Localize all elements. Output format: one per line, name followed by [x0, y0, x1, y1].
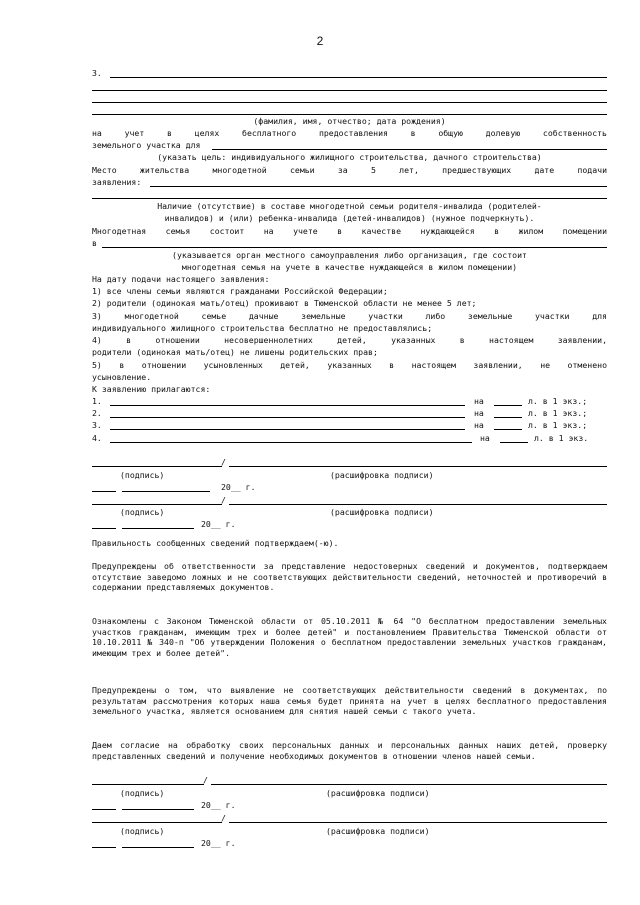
signature-caption: (подпись) [120, 826, 165, 836]
condition-3-line-1: 3) многодетной семье дачные земельные участки либо земельные участки для [92, 311, 607, 321]
purpose-field-line[interactable] [212, 149, 607, 150]
conditions-heading: На дату подачи настоящего заявления: [92, 274, 270, 284]
attachment-na: на [474, 420, 484, 430]
attachment-name-line[interactable] [110, 405, 465, 406]
slash-separator: / [203, 775, 208, 785]
registered-caption-2: многодетная семья на учете в качестве нуждающейся в жилом помещении) [181, 262, 518, 272]
signature-caption: (подпись) [120, 788, 165, 798]
acquainted-paragraph: Ознакомлены с Законом Тюменской области от 05.10.2011 № 64 "О бесплатном предоставлении земельных участков гражданам, имеющим трех и более детей" и постановлением Правительства Тюменской области от 10.10.2011 № 340-п "Об утверждении Положения о бесплатном предоставлении земельных участков гражданам, имеющим трех и более детей". [92, 616, 607, 658]
condition-5-line-2: усыновление. [92, 372, 152, 382]
signature-decode-line[interactable] [211, 784, 607, 785]
signature-decode-line[interactable] [229, 466, 607, 467]
attachment-pages-line[interactable] [494, 429, 522, 430]
item3-name-line-4[interactable] [92, 114, 607, 115]
attachment-na: на [474, 396, 484, 406]
condition-1: 1) все члены семьи являются гражданами Российской Федерации; [92, 286, 388, 296]
date-month-line[interactable] [122, 847, 194, 848]
date-year: 20__ г. [201, 519, 236, 529]
attachment-number: 2. [92, 408, 102, 418]
attachment-name-line[interactable] [110, 429, 465, 430]
signature-decode-line[interactable] [229, 504, 607, 505]
registered-line-2: в [92, 238, 97, 248]
disability-line-1: Наличие (отсутствие) в составе многодетной семьи родителя-инвалида (родителей- [157, 201, 542, 211]
residence-field-line-2[interactable] [92, 198, 607, 199]
warned-paragraph: Предупреждены о том, что выявление не соответствующих действительности сведений в документах, по результатам рассмотрения которых наша семья будет принята на учет в целях бесплатного предоставления земельного участка, является основанием для снятия нашей семьи с такого учета. [92, 685, 607, 716]
attachment-pages-line[interactable] [494, 417, 522, 418]
signature-line[interactable] [92, 466, 222, 467]
registered-line-1: Многодетная семья состоит на учете в качестве нуждающейся в жилом помещении [92, 226, 607, 236]
purpose-line-1: на учет в целях бесплатного предоставления в общую долевую собственность [92, 128, 607, 138]
item3-name-line-1[interactable] [110, 77, 607, 78]
item3-label: 3. [92, 68, 102, 78]
attachment-name-line[interactable] [110, 417, 465, 418]
attachment-tail: л. в 1 экз.; [528, 408, 588, 418]
condition-3-line-2: индивидуального жилищного строительства бесплатно не предоставлялись; [92, 323, 433, 333]
attachment-number: 3. [92, 420, 102, 430]
date-year: 20__ г. [201, 838, 236, 848]
attachment-pages-line[interactable] [494, 405, 522, 406]
attachment-na: на [480, 433, 490, 443]
date-day-line[interactable] [92, 491, 116, 492]
signature-line[interactable] [92, 822, 222, 823]
registered-caption-1: (указывается орган местного самоуправления либо организация, где состоит [172, 250, 527, 260]
attachment-tail: л. в 1 экз. [534, 433, 589, 443]
signature-line[interactable] [92, 784, 204, 785]
slash-separator: / [221, 495, 226, 505]
slash-separator: / [221, 457, 226, 467]
attachment-na: на [474, 408, 484, 418]
signature-caption: (подпись) [120, 507, 165, 517]
attachment-pages-line[interactable] [500, 442, 528, 443]
date-day-line[interactable] [92, 809, 116, 810]
attachment-name-line[interactable] [110, 442, 472, 443]
residence-line-2: заявления: [92, 177, 142, 187]
decode-caption: (расшифровка подписи) [330, 507, 434, 517]
decode-caption: (расшифровка подписи) [330, 470, 434, 480]
condition-4-line-1: 4) в отношении несовершеннолетних детей, указанных в настоящем заявлении, [92, 335, 607, 345]
date-month-line[interactable] [122, 528, 194, 529]
date-day-line[interactable] [92, 847, 116, 848]
residence-field-line-1[interactable] [150, 186, 607, 187]
item3-name-line-2[interactable] [92, 90, 607, 91]
attachment-number: 4. [92, 433, 102, 443]
purpose-line-2: земельного участка для [92, 140, 201, 150]
item3-name-line-3[interactable] [92, 102, 607, 103]
residence-line-1: Место жительства многодетной семьи за 5 лет, предшествующих дате подачи [92, 165, 607, 175]
attachment-number: 1. [92, 396, 102, 406]
date-year: 20__ г. [221, 482, 256, 492]
disability-line-2: инвалидов) и (или) ребенка-инвалида (детей-инвалидов) (нужное подчеркнуть). [164, 213, 535, 223]
item3-caption: (фамилия, имя, отчество; дата рождения) [253, 116, 446, 126]
decode-caption: (расшифровка подписи) [326, 788, 430, 798]
registered-field-line[interactable] [102, 247, 607, 248]
confirm-text: Правильность сообщенных сведений подтверждаем(-ю). [92, 538, 339, 548]
signature-line[interactable] [92, 504, 222, 505]
consent-paragraph: Даем согласие на обработку своих персональных данных и персональных данных наших детей, проверку представленных сведений и получение необходимых документов в отношении членов нашей семьи. [92, 740, 607, 761]
warning-paragraph: Предупреждены об ответственности за представление недостоверных сведений и документов, подтверждаем отсутствие заведомо ложных и не соответствующих действительности сведений, неточностей и противоречий в содержании представляемых документов. [92, 561, 607, 592]
page-number: 2 [316, 34, 324, 48]
date-day-line[interactable] [92, 528, 116, 529]
attachment-tail: л. в 1 экз.; [528, 420, 588, 430]
date-month-line[interactable] [122, 809, 194, 810]
slash-separator: / [221, 813, 226, 823]
date-year: 20__ г. [201, 800, 236, 810]
condition-4-line-2: родители (одинокая мать/отец) не лишены родительских прав; [92, 347, 378, 357]
attachments-heading: К заявлению прилагаются: [92, 384, 211, 394]
date-month-line[interactable] [122, 491, 210, 492]
condition-2: 2) родители (одинокая мать/отец) проживают в Тюменской области не менее 5 лет; [92, 298, 477, 308]
purpose-caption: (указать цель: индивидуального жилищного строительства, дачного строительства) [157, 152, 542, 162]
signature-caption: (подпись) [120, 470, 165, 480]
signature-decode-line[interactable] [229, 822, 607, 823]
decode-caption: (расшифровка подписи) [326, 826, 430, 836]
attachment-tail: л. в 1 экз.; [528, 396, 588, 406]
condition-5-line-1: 5) в отношении усыновленных детей, указанных в настоящем заявлении, не отменено [92, 360, 607, 370]
